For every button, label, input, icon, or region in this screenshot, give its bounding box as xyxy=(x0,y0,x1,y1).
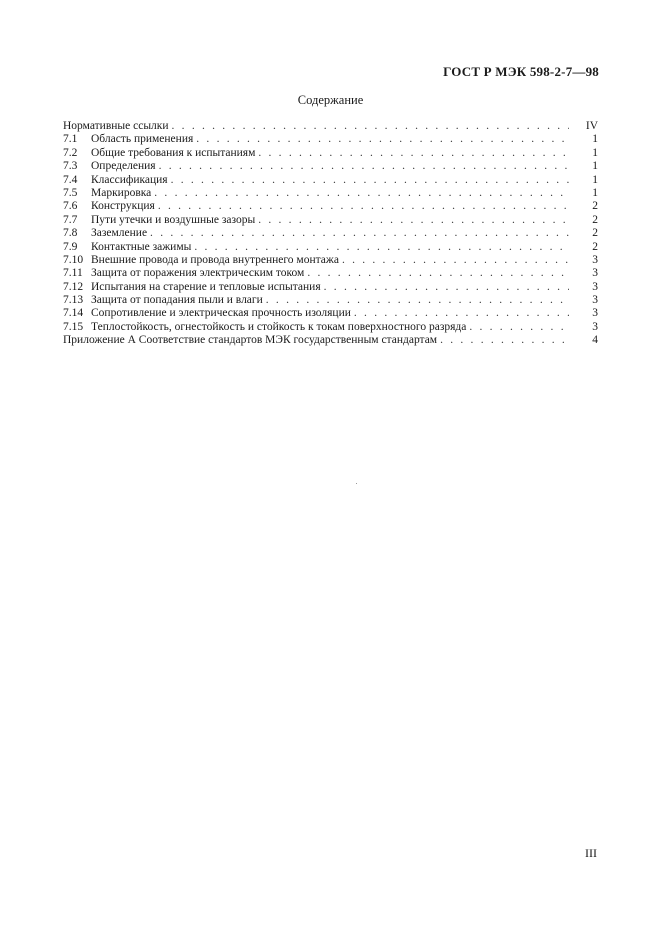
toc-entry-label: Теплостойкость, огнестойкость и стойкость к токам поверхностного разряда xyxy=(91,320,467,333)
toc-entry-page: 2 xyxy=(592,240,598,253)
toc-entry-number: 7.1 xyxy=(63,133,78,146)
toc-entry xyxy=(63,254,598,267)
toc-leader-dots xyxy=(154,187,569,200)
toc-entry-label: Классификация xyxy=(91,173,168,186)
toc-entry-number: 7.4 xyxy=(63,173,78,186)
toc-entry-page: IV xyxy=(585,120,598,132)
toc-entry-label: Маркировка xyxy=(91,186,152,199)
toc-entry xyxy=(63,187,598,200)
toc-entry-label: Конструкция xyxy=(91,200,155,213)
toc-entry xyxy=(63,241,598,254)
toc-leader-dots xyxy=(158,200,569,213)
toc-entry-page: 1 xyxy=(592,146,598,159)
toc-leader-dots xyxy=(196,133,569,146)
toc-leader-dots xyxy=(172,120,569,133)
toc-entry xyxy=(63,160,598,173)
toc-leader-dots xyxy=(258,214,569,227)
toc-entry-number: 7.10 xyxy=(63,253,84,266)
toc-entry-page: 3 xyxy=(592,320,598,333)
toc-entry xyxy=(63,294,598,307)
document-code: ГОСТ Р МЭК 598-2-7—98 xyxy=(443,64,599,79)
toc-entry-number: 7.2 xyxy=(63,146,78,159)
toc-entry-page: 1 xyxy=(592,133,598,146)
toc-entry-number: 7.9 xyxy=(63,240,78,253)
toc-leader-dots xyxy=(324,281,569,294)
toc-entry-page: 3 xyxy=(592,294,598,307)
toc-leader-dots xyxy=(440,334,569,347)
toc-entry-label: Определения xyxy=(91,160,156,173)
toc-entry-label: Контактные зажимы xyxy=(91,240,192,253)
toc-leader-dots xyxy=(342,254,569,267)
toc-entry-number: 7.5 xyxy=(63,186,78,199)
toc-leader-dots xyxy=(354,307,569,320)
toc-entry xyxy=(63,281,598,294)
toc-entry xyxy=(63,321,598,334)
toc-entry-number: 7.15 xyxy=(63,320,84,333)
toc-entry xyxy=(63,334,598,347)
toc-entry xyxy=(63,174,598,187)
toc-leader-dots xyxy=(171,174,569,187)
toc-entry xyxy=(63,120,598,133)
toc-title: Содержание xyxy=(297,93,364,107)
toc-entry-page: 2 xyxy=(592,213,598,226)
toc-entry xyxy=(63,133,598,146)
toc-entry-number: 7.8 xyxy=(63,227,78,240)
toc-entry-page: 1 xyxy=(592,160,598,173)
toc-entry-page: 3 xyxy=(592,267,598,280)
toc-entry-label: Пути утечки и воздушные зазоры xyxy=(91,213,256,226)
toc-leader-dots xyxy=(194,241,569,254)
page-number: III xyxy=(585,846,597,860)
toc-entry-label: Приложение А Соответствие стандартов МЭК государственным стандартам xyxy=(63,334,438,347)
toc-entry-label: Заземление xyxy=(91,227,148,240)
toc-entry-label: Общие требования к испытаниям xyxy=(91,146,256,159)
toc-entry-number: 7.11 xyxy=(63,267,83,280)
toc-entry-page: 3 xyxy=(592,253,598,266)
toc-entry xyxy=(63,267,598,280)
toc-entry-label: Защита от попадания пыли и влаги xyxy=(91,294,263,307)
toc-entry xyxy=(63,214,598,227)
toc-entry-page: 4 xyxy=(592,334,598,347)
toc-entry-number: 7.7 xyxy=(63,213,78,226)
toc-entry xyxy=(63,147,598,160)
toc-entry-page: 2 xyxy=(592,227,598,240)
toc-leader-dots xyxy=(307,267,569,280)
toc-entry xyxy=(63,200,598,213)
toc-entry-page: 1 xyxy=(592,186,598,199)
scan-speck xyxy=(356,483,357,484)
toc-entry-label: Внешние провода и провода внутреннего монтажа xyxy=(91,253,339,266)
toc-leader-dots xyxy=(150,227,569,240)
toc-entry-page: 2 xyxy=(592,200,598,213)
toc-entry-number: 7.13 xyxy=(63,294,84,307)
toc-entry-number: 7.12 xyxy=(63,280,84,293)
toc-entry xyxy=(63,227,598,240)
toc-entry-number: 7.14 xyxy=(63,307,84,320)
toc-entry-label: Область применения xyxy=(91,133,194,146)
toc-leader-dots xyxy=(266,294,569,307)
toc-entry-page: 3 xyxy=(592,307,598,320)
toc-entry-label: Сопротивление и электрическая прочность изоляции xyxy=(91,307,351,320)
toc-entry-number: 7.3 xyxy=(63,160,78,173)
toc-entry-number: 7.6 xyxy=(63,200,78,213)
toc-leader-dots xyxy=(258,147,569,160)
toc-entry-label: Нормативные ссылки xyxy=(63,120,169,132)
table-of-contents xyxy=(63,120,598,348)
toc-entry-page: 3 xyxy=(592,280,598,293)
toc-entry-label: Испытания на старение и тепловые испытания xyxy=(91,280,321,293)
toc-entry-page: 1 xyxy=(592,173,598,186)
toc-leader-dots xyxy=(469,321,569,334)
toc-entry-label: Защита от поражения электрическим током xyxy=(91,267,305,280)
toc-entry xyxy=(63,307,598,320)
toc-leader-dots xyxy=(159,160,569,173)
